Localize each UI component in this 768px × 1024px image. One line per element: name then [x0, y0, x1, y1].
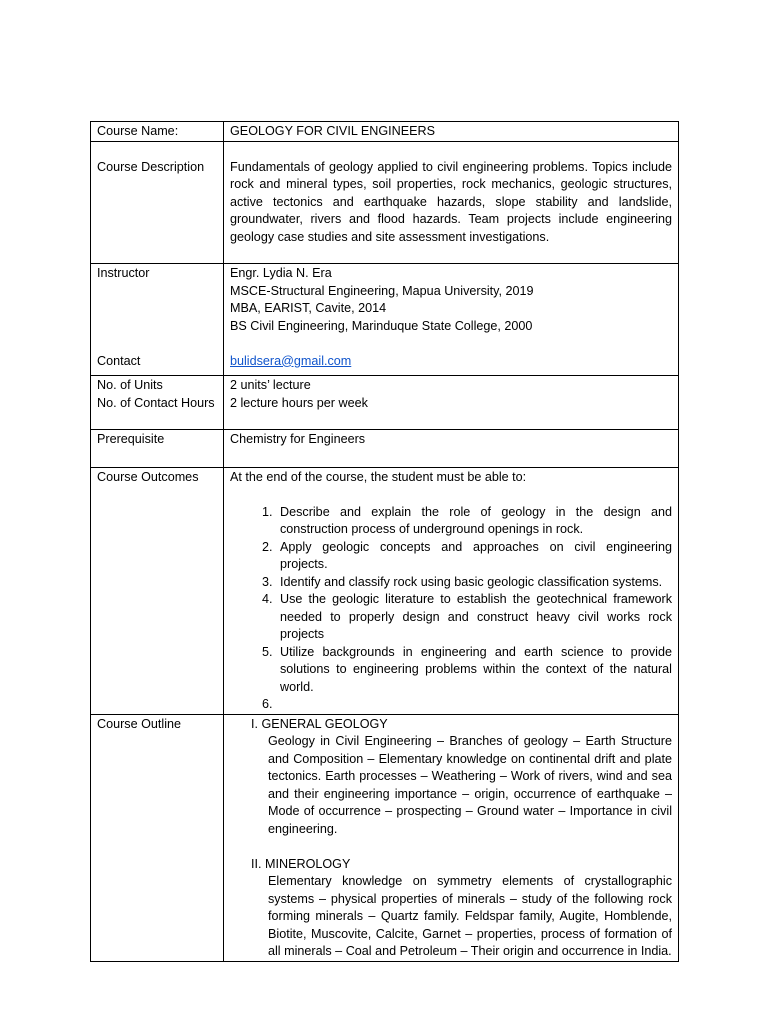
- course-name-label: Course Name:: [91, 122, 224, 142]
- instructor-degree-mba: MBA, EARIST, Cavite, 2014: [230, 301, 387, 315]
- prerequisite-label: Prerequisite: [91, 430, 224, 468]
- instructor-name: Engr. Lydia N. Era: [230, 266, 332, 280]
- contact-hours-label: No. of Contact Hours: [97, 395, 215, 410]
- outcome-item: 3. Identify and classify rock using basic geologic classification systems.: [276, 574, 672, 592]
- course-outcomes-label: Course Outcomes: [91, 467, 224, 714]
- prerequisite-row: [91, 430, 679, 468]
- contact-hours-value: 2 lecture hours per week: [230, 395, 368, 410]
- contact-email-link[interactable]: bulidsera@gmail.com: [230, 353, 352, 368]
- course-description-label: Course Description: [91, 141, 224, 264]
- units-label-cell: [91, 376, 224, 430]
- outline-body-minerology: Elementary knowledge on symmetry elements of crystallographic systems – physical properties of minerals – study of the following rock forming minerals – Quartz family. Feldspar family, Augite, Homblende, Biotite, Muscovite, Calcite, Garnet – properties, process of formation of all minerals – Coal and Petroleum – Their origin and occurrence in India.: [268, 874, 672, 958]
- units-row: [91, 376, 679, 430]
- course-outcomes-row: [91, 467, 679, 714]
- course-syllabus-table: [90, 121, 679, 962]
- course-outline-row: [91, 714, 679, 961]
- course-description-value: Fundamentals of geology applied to civil engineering problems. Topics include rock and mineral types, soil properties, rock mechanics, geologic structures, active tectonics and earthquake hazards, slope stability and landslide, groundwater, rivers and flood hazards. Team projects include engineering geology case studies and site assessment investigations.: [224, 141, 679, 264]
- units-value-cell: [224, 376, 679, 430]
- contact-label: Contact: [97, 353, 141, 368]
- outcome-item: 4. Use the geologic literature to establish the geotechnical framework needed to properly design and construct heavy civil works rock projects: [276, 591, 672, 644]
- units-label: No. of Units: [97, 378, 163, 392]
- units-value: 2 units’ lecture: [230, 378, 311, 392]
- course-outline-cell: [224, 714, 679, 961]
- outline-heading-general-geology: I. GENERAL GEOLOGY: [251, 716, 388, 731]
- instructor-label-cell: [91, 264, 224, 376]
- course-outcomes-list: [230, 504, 672, 714]
- course-outcomes-cell: [224, 467, 679, 714]
- course-outcomes-intro: At the end of the course, the student must be able to:: [230, 469, 527, 484]
- instructor-label: Instructor: [97, 266, 150, 280]
- instructor-degree-bs: BS Civil Engineering, Marinduque State College, 2000: [230, 318, 533, 333]
- course-description-row: [91, 141, 679, 264]
- course-name-value: GEOLOGY FOR CIVIL ENGINEERS: [224, 122, 679, 142]
- instructor-row: [91, 264, 679, 376]
- course-name-row: [91, 122, 679, 142]
- outline-heading-minerology: II. MINEROLOGY: [251, 856, 351, 871]
- outcome-item: [276, 696, 672, 714]
- instructor-value-cell: [224, 264, 679, 376]
- outcome-item: 2. Apply geologic concepts and approaches on civil engineering projects.: [276, 539, 672, 574]
- instructor-degree-msce: MSCE-Structural Engineering, Mapua University, 2019: [230, 283, 534, 298]
- outcome-item: 5. Utilize backgrounds in engineering and earth science to provide solutions to engineering problems within the context of the natural world.: [276, 644, 672, 697]
- prerequisite-value: Chemistry for Engineers: [224, 430, 679, 468]
- outcome-item: 1. Describe and explain the role of geology in the design and construction process of underground openings in rock.: [276, 504, 672, 539]
- outline-body-general-geology: Geology in Civil Engineering – Branches of geology – Earth Structure and Composition – Elementary knowledge on continental drift and plate tectonics. Earth processes – Weathering – Work of rivers, wind and sea and their engineering importance – origin, occurrence of earthquake – Mode of occurrence – prospecting – Ground water – Importance in civil engineering.: [268, 734, 672, 836]
- course-outline-label: Course Outline: [91, 714, 224, 961]
